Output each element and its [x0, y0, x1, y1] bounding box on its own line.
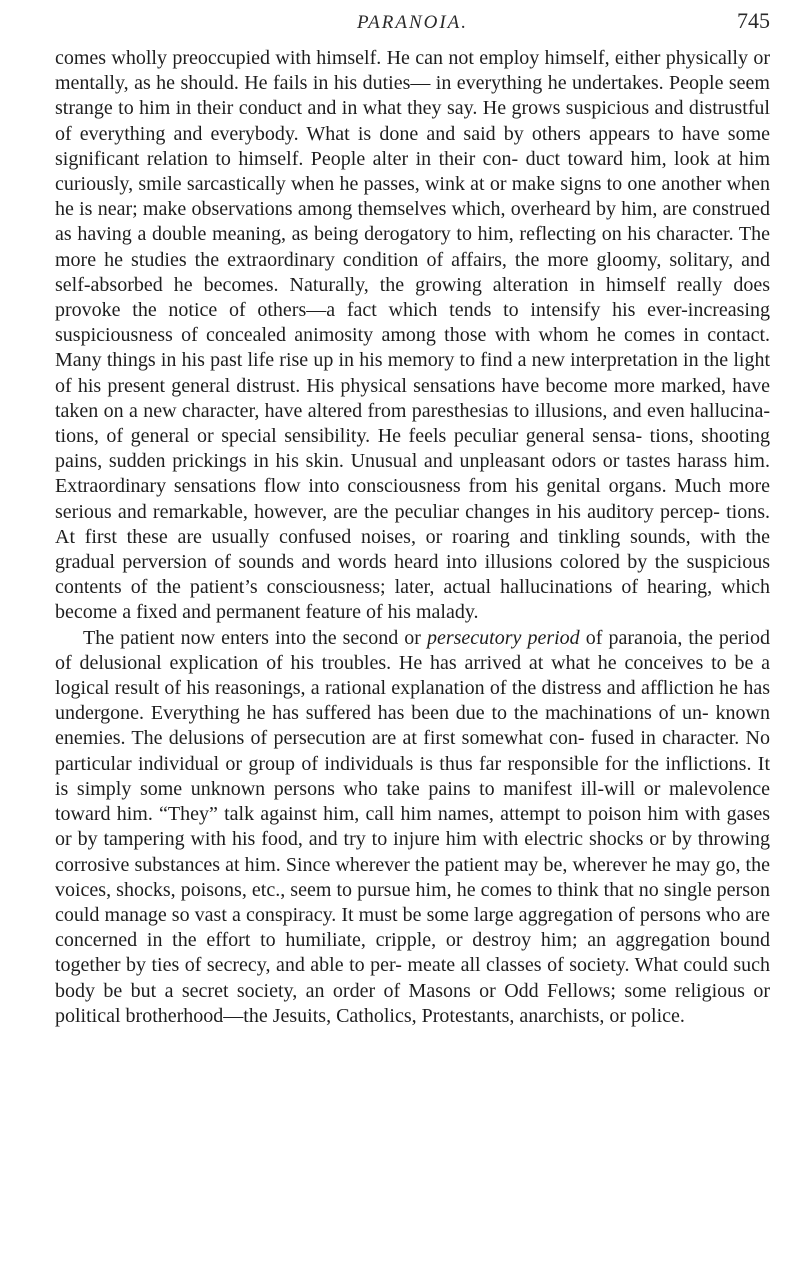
running-title: PARANOIA.: [356, 12, 469, 33]
body-text: [55, 46, 770, 1029]
page-number: 745: [737, 8, 770, 33]
paragraph-rest: of paranoia, the period of delusional explication of his troubles. He has arrived at what he conceives to be a logical result of his reasonings, a rational explanation of the distress and affliction he has undergone. Everything he has suffered has been due to the machinations of un- known enemies. The delusions of persecution are at first somewhat con- fused in character. No particular individual or group of individuals is thus far responsible for the inflictions. It is simply some unknown persons who take pains to manifest ill-will or malevolence toward him. “They” talk against him, call him names, attempt to poison him with gases or by tampering with his food, and try to injure him with electric shocks or by throwing corrosive substances at him. Since wherever the patient may be, wherever he may go, the voices, shocks, poisons, etc., seem to pursue him, he comes to think that no single person could manage so vast a conspiracy. It must be some large aggregation of persons who are concerned in the effort to humiliate, cripple, or destroy him; an aggregation bound together by ties of secrecy, and able to per- meate all classes of society. What could such body be but a secret society, an order of Masons or Odd Fellows; some religious or political brotherhood—the Jesuits, Catholics, Protestants, anarchists, or police.: [55, 626, 770, 1027]
paragraph-continued: comes wholly preoccupied with himself. He can not employ himself, either physically or mentally, as he should. He fails in his duties— in everything he undertakes. People seem strange to him in their conduct and in what they say. He grows suspicious and distrustful of everything and everybody. What is done and said by others appears to have some significant relation to himself. People alter in their con- duct toward him, look at him curiously, smile sarcastically when he passes, wink at or make signs to one another when he is near; make observations among themselves which, overheard by him, are construed as having a double meaning, as being derogatory to him, reflecting on his character. The more he studies the extraordinary condition of affairs, the more gloomy, solitary, and self-absorbed he becomes. Naturally, the growing alteration in himself really does provoke the notice of others—a fact which tends to intensify his ever-increasing suspiciousness of concealed animosity among those with whom he comes in contact. Many things in his past life rise up in his memory to find a new interpretation in the light of his present general distrust. His physical sensations have become more marked, have taken on a new character, have altered from paresthesias to illusions, and even hallucina- tions, of general or special sensibility. He feels peculiar general sensa- tions, shooting pains, sudden prickings in his skin. Unusual and unpleasant odors or tastes harass him. Extraordinary sensations flow into consciousness from his genital organs. Much more serious and remarkable, however, are the peculiar changes in his auditory percep- tions. At first these are usually confused noises, or roaring and tinkling sounds, with the gradual perversion of sounds and words heard into illusions colored by the suspicious contents of the patient’s consciousness; later, actual hallucinations of hearing, which become a fixed and permanent feature of his malady.: [55, 47, 770, 624]
paragraph-persecutory-period: [55, 626, 770, 1029]
running-head: [55, 4, 770, 44]
emphasis-persecutory-period: persecutory period: [426, 626, 580, 649]
paragraph-lead: The patient now enters into the second or: [83, 626, 427, 649]
